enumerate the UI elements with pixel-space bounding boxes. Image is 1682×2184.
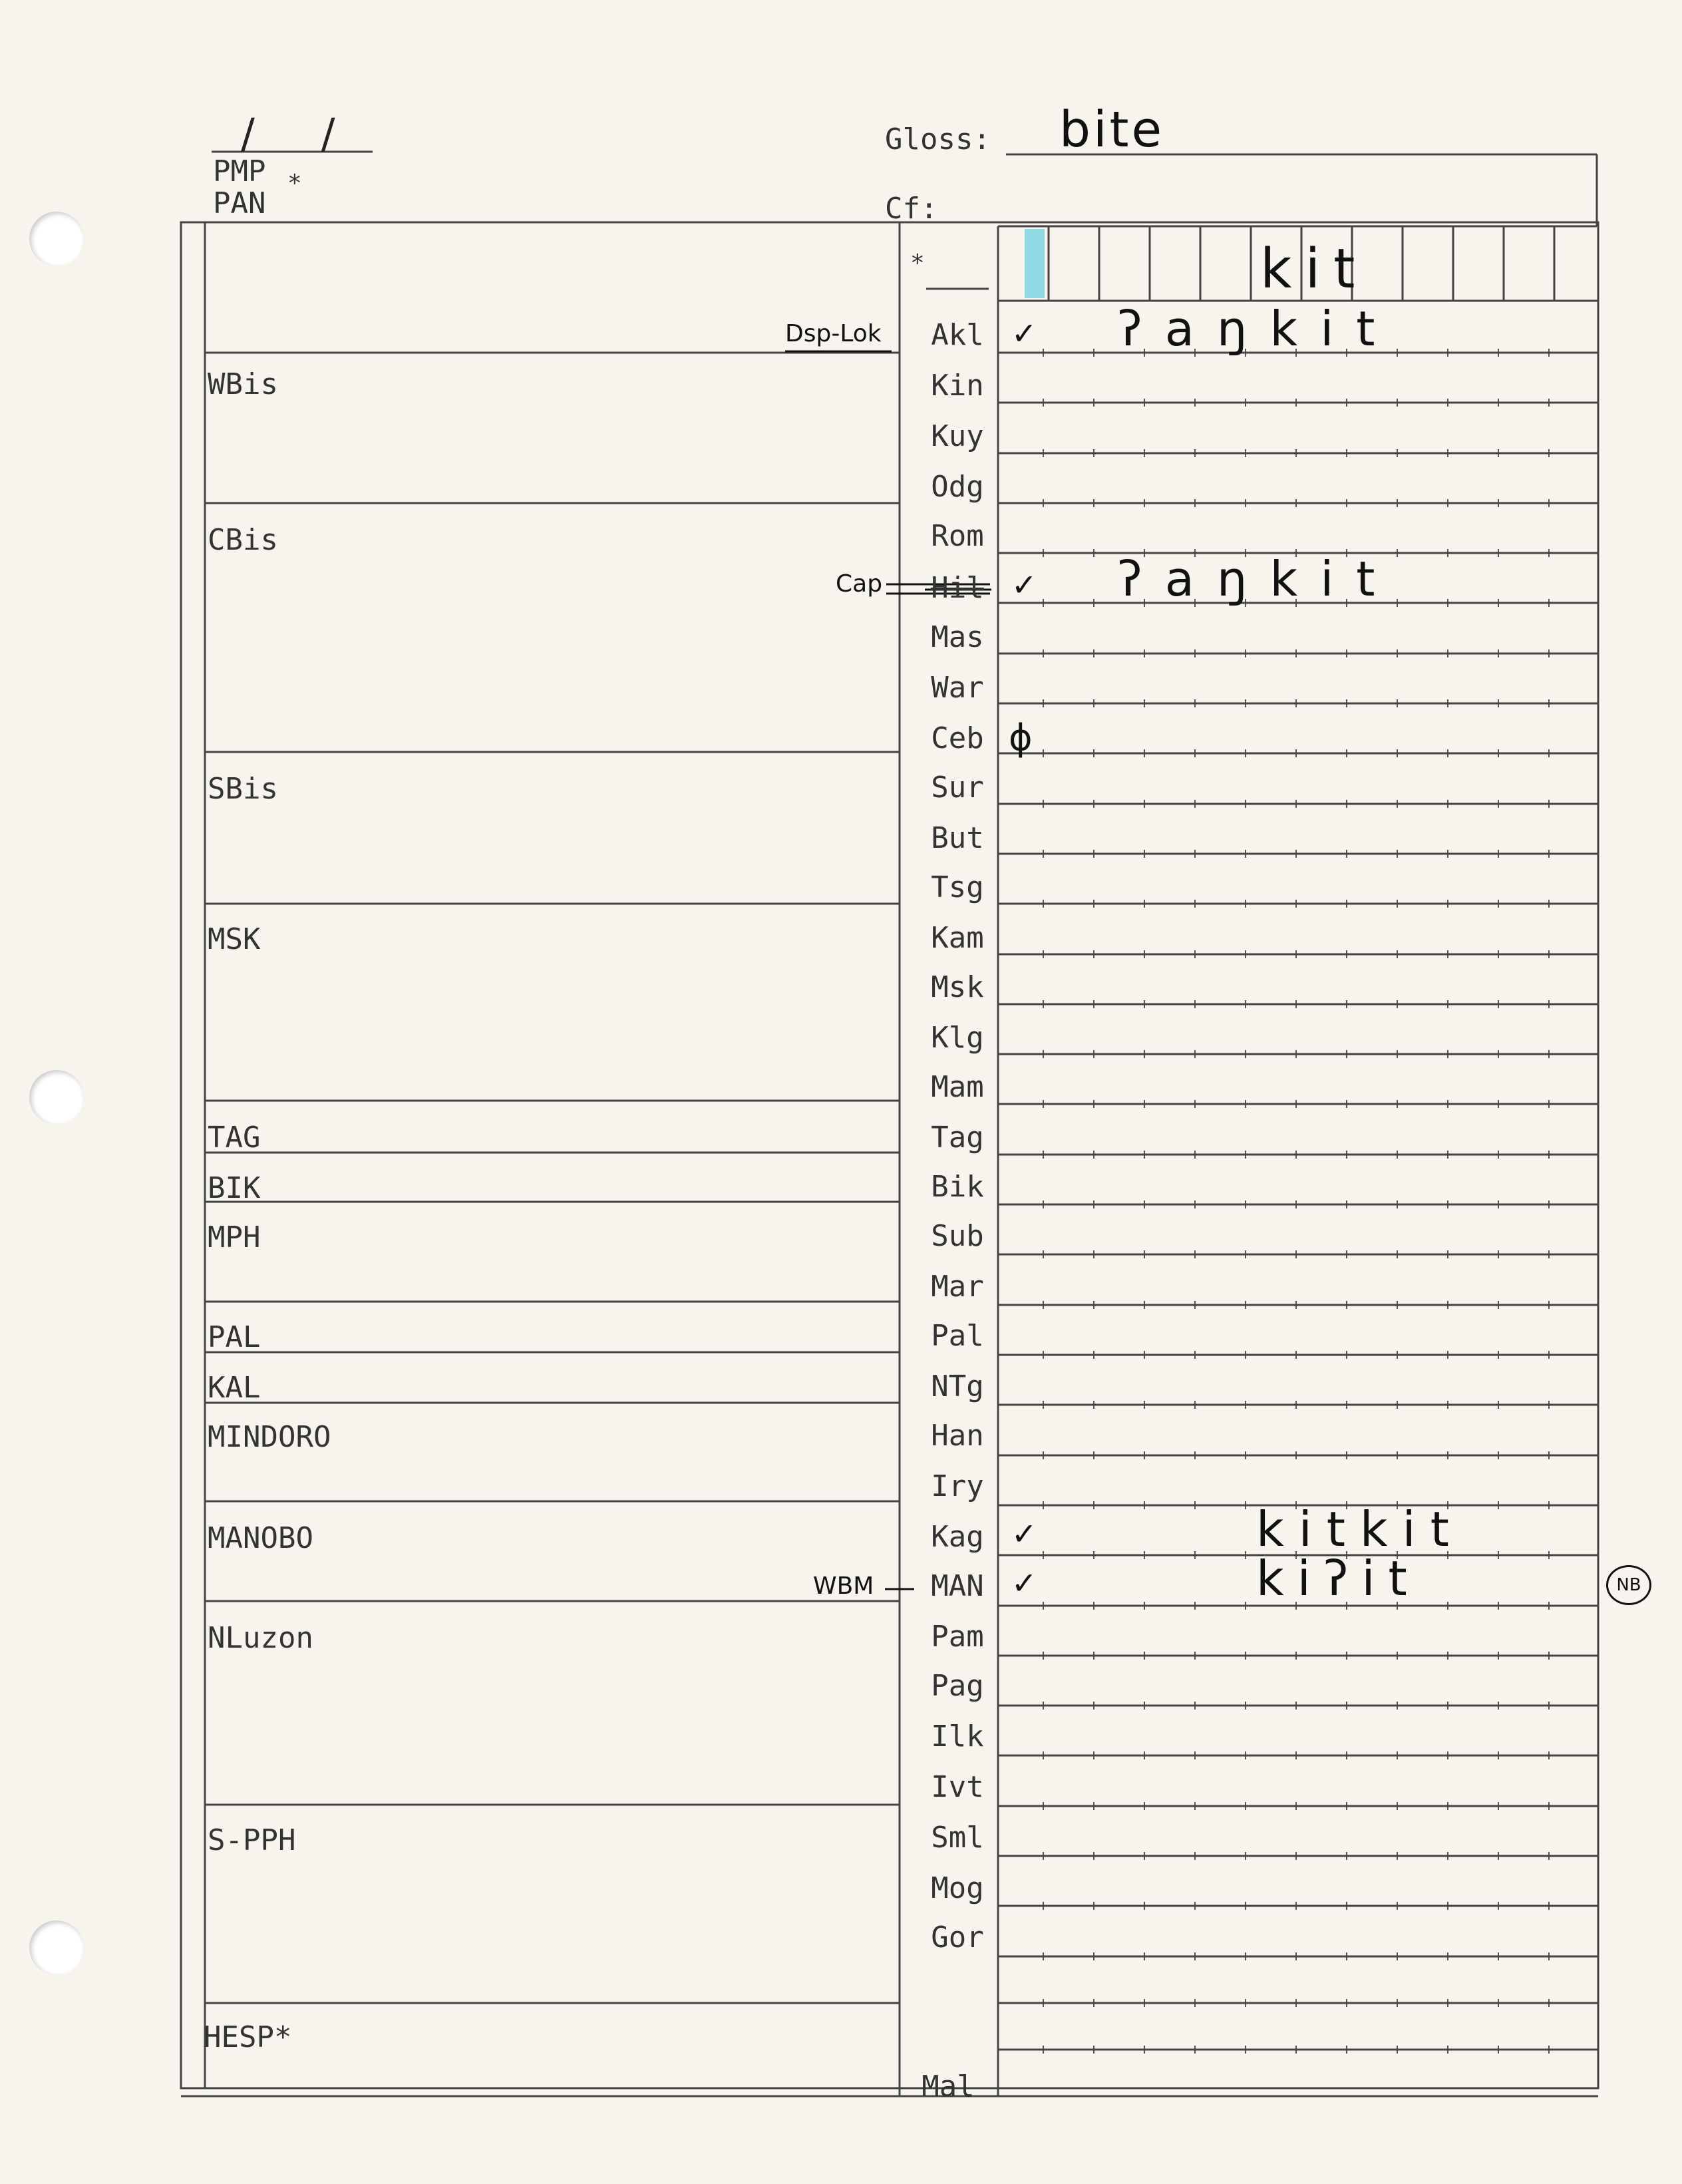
language-abbr: Iry (931, 1469, 984, 1503)
language-abbr: Mam (931, 1070, 984, 1104)
language-abbr: Sub (931, 1219, 984, 1253)
gloss-label: Gloss: (885, 122, 991, 156)
pmp-label: PMP (213, 154, 266, 188)
akl-check: ✓ (1011, 315, 1037, 351)
language-abbr: Pag (931, 1669, 984, 1703)
kag-form: kitkit (1256, 1501, 1464, 1557)
language-abbr-struck: Hil (931, 571, 984, 605)
group-label: CBis (208, 523, 278, 557)
group-label: BIK (208, 1171, 261, 1205)
language-abbr: Mar (931, 1270, 984, 1304)
cf-label: Cf: (885, 192, 938, 226)
language-abbr: Mal (922, 2070, 975, 2103)
group-label: MINDORO (208, 1420, 331, 1454)
language-abbr: But (931, 821, 984, 855)
language-abbr: Odg (931, 470, 984, 504)
group-label: TAG (208, 1121, 261, 1155)
language-abbr: Kam (931, 921, 984, 955)
language-abbr: Tag (931, 1121, 984, 1155)
language-abbr: Mas (931, 620, 984, 654)
group-label: MSK (208, 922, 261, 956)
reconstruction-star: * (910, 250, 925, 277)
pan-label: PAN (213, 186, 266, 220)
gloss-value: bite (1059, 101, 1165, 158)
group-label: PAL (208, 1320, 261, 1354)
language-abbr: MAN (931, 1569, 984, 1603)
man-form: kiʔit (1256, 1550, 1421, 1606)
language-abbr: Gor (931, 1920, 984, 1954)
man-source-note: WBM (813, 1572, 874, 1600)
language-abbr: Mog (931, 1871, 984, 1905)
language-abbr: Rom (931, 519, 984, 553)
akl-form: ʔaŋkit (1118, 301, 1398, 357)
group-label: KAL (208, 1371, 261, 1405)
group-label: S-PPH (208, 1823, 296, 1857)
language-abbr: Han (931, 1419, 984, 1453)
language-abbr: Bik (931, 1170, 984, 1204)
language-abbr: Kag (931, 1520, 984, 1554)
language-abbr: Sml (931, 1821, 984, 1855)
pmp-star: * (287, 170, 302, 197)
language-abbr: Sur (931, 771, 984, 805)
language-abbr: Kuy (931, 419, 984, 453)
group-label: SBis (208, 772, 278, 806)
nb-mark: NB (1606, 1565, 1651, 1605)
cap-check: ✓ (1011, 567, 1037, 603)
language-abbr: NTg (931, 1369, 984, 1403)
language-abbr: Akl (931, 318, 984, 352)
ceb-mark: ϕ (1009, 717, 1033, 759)
language-abbr: Ivt (931, 1770, 984, 1804)
cap-form: ʔaŋkit (1118, 551, 1398, 607)
reconstruction-form: kit (1260, 238, 1369, 301)
group-label: WBis (208, 367, 278, 401)
group-label: HESP* (204, 2020, 292, 2054)
language-abbr: Kin (931, 369, 984, 403)
man-check: ✓ (1011, 1565, 1037, 1601)
language-abbr: Msk (931, 970, 984, 1004)
group-label: MANOBO (208, 1521, 313, 1555)
language-abbr: Ceb (931, 721, 984, 755)
slash-marks: / / (241, 109, 362, 158)
language-abbr: Tsg (931, 870, 984, 904)
language-abbr: Pal (931, 1319, 984, 1353)
group-label: MPH (208, 1220, 261, 1254)
hil-replacement-note: Cap (836, 570, 883, 598)
kag-check: ✓ (1011, 1516, 1037, 1552)
language-abbr: War (931, 671, 984, 705)
language-abbr: Pam (931, 1620, 984, 1654)
akl-source-note: Dsp-Lok (785, 320, 882, 347)
language-abbr: Klg (931, 1021, 984, 1055)
group-label: NLuzon (208, 1621, 313, 1655)
language-abbr: Ilk (931, 1720, 984, 1753)
